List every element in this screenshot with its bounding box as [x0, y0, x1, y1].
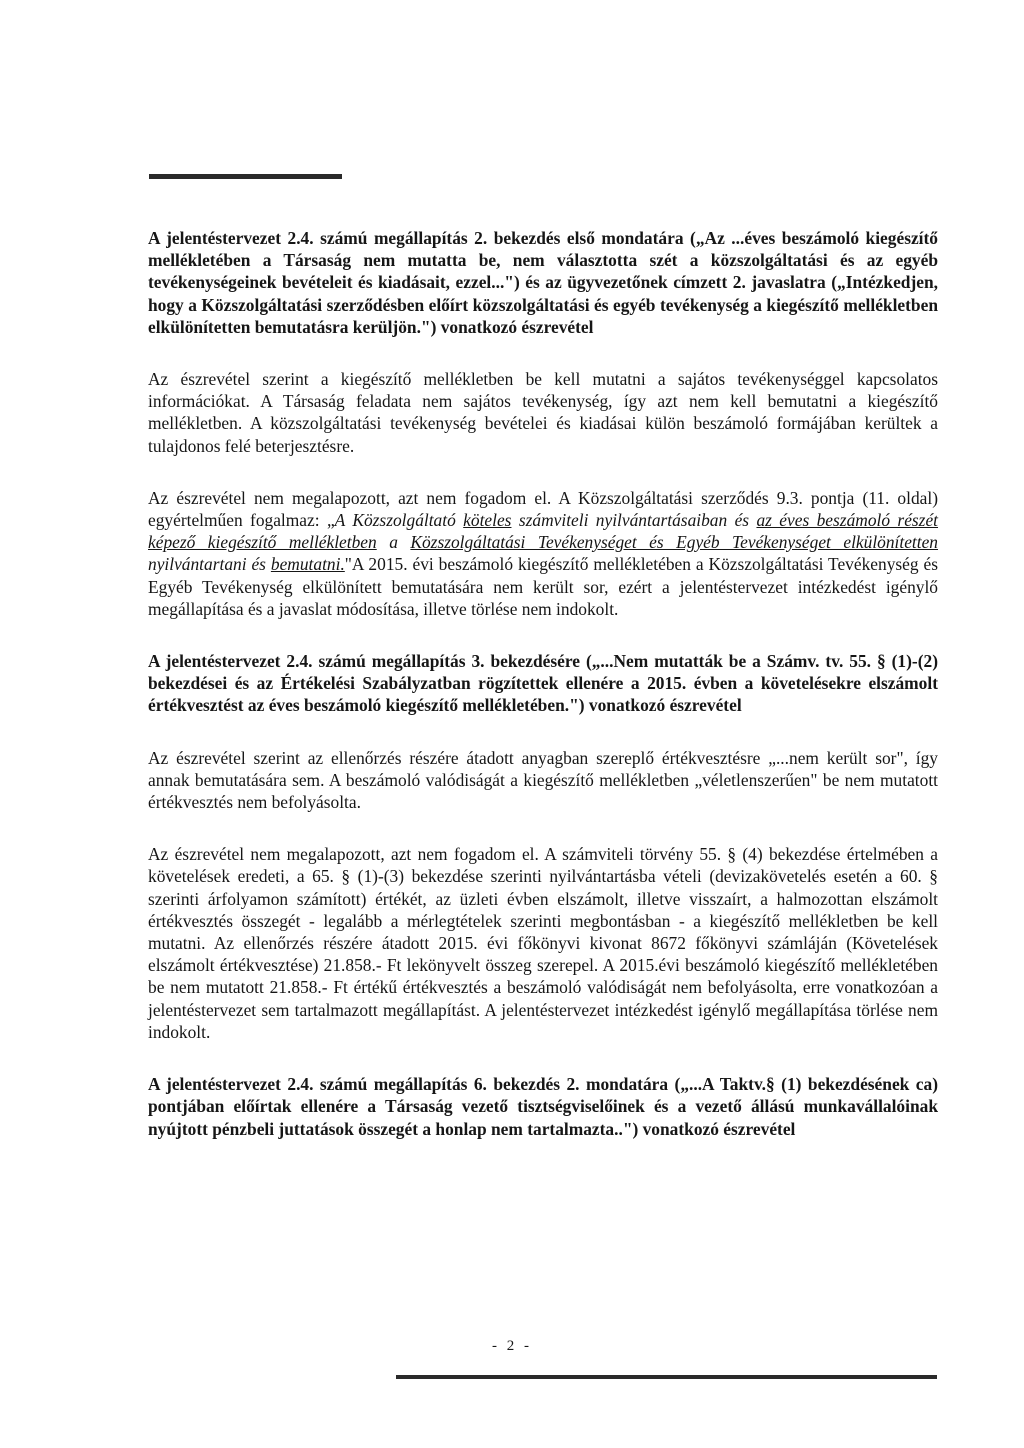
section-3-heading: A jelentéstervezet 2.4. számú megállapítás 6. bekezdés 2. mondatára („...A Taktv.§ (1) bekezdésének ca) pontjában előírtak ellenére a Társaság vezető tisztségviselőinek és a vezető állású munkavállalóinak nyújtott pénzbeli juttatások összegét a honlap nem tartalmazta..") vonatkozó észrevétel — [148, 1074, 938, 1139]
document-body — [148, 227, 938, 1170]
quote-italic: számviteli nyilvántartásaiban és — [511, 510, 757, 531]
quote-italic: nyilvántartani és — [148, 554, 271, 575]
quote-italic: A Közszolgáltató — [334, 510, 464, 531]
section-2-paragraph-2: Az észrevétel nem megalapozott, azt nem fogadom el. A számviteli törvény 55. § (4) bekezdése értelmében a követelések eredeti, a 65. § (1)-(3) bekezdése szerinti nyilvántartásba vételi (devizakövetelés esetén a 60. § szerinti árfolyamon számított) értékét, az üzleti évben elszámolt, illetve visszaírt, a halmozottan elszámolt értékvesztés összegét - legalább a mérlegtételek szerinti megbontásban - a kiegészítő mellékletben be kell mutatni. Az ellenőrzés részére átadott 2015. évi főkönyvi kivonat 8672 főkönyvi számláján (Követelések elszámolt értékvesztése) 21.858.- Ft lekönyvelt összeg szerepel. A 2015.évi beszámoló kiegészítő mellékletében be nem mutatott 21.858.- Ft értékű értékvesztés a beszámoló valódiságát nem befolyásolta, erre vonatkozóan a jelentéstervezet sem tartalmazott megállapítást. A jelentéstervezet intézkedést igénylő megállapítása törlése nem indokolt. — [148, 844, 938, 1042]
header-rule — [149, 174, 342, 179]
footer-rule — [396, 1375, 937, 1379]
text-run: Az észrevétel nem megalapozott, azt nem fogadom el. A Közszolgáltatási szerződés 9.3. pontja (11. oldal) egyértelműen fogalmaz: „ — [148, 487, 938, 531]
quote-underlined: Közszolgáltatási Tevékenységet és Egyéb Tevékenységet elkülönítetten — [410, 532, 939, 553]
section-2-paragraph-1: Az észrevétel szerint az ellenőrzés részére átadott anyagban szereplő értékvesztésre „...nem került sor", így annak bemutatására sem. A beszámoló valódiságát a kiegészítő mellékletben „véletlenszerűen" be nem mutatott értékvesztés nem befolyásolta. — [148, 747, 938, 813]
text-run: "A 2015. évi beszámoló kiegészítő mellékletében a Közszolgáltatási Tevékenység és Egyéb Tevékenység elkülönített bemutatására nem került sor, ezért a jelentéstervezet intézkedést igénylő megállapítása és a javaslat módosítása, illetve törlése nem indokolt. — [148, 554, 938, 619]
page-number: - 2 - — [492, 1338, 532, 1354]
section-1-heading: A jelentéstervezet 2.4. számú megállapítás 2. bekezdés első mondatára („Az ...éves beszámoló kiegészítő mellékletében a Társaság nem mutatta be, nem választotta szét a közszolgáltatási és az egyéb tevékenységeinek bevételeit és kiadásait, ezzel...") és az ügyvezetőnek címzett 2. javaslatra („Intézkedjen, hogy a Közszolgáltatási szerződésben előírt közszolgáltatási és egyéb tevékenység a kiegészítő mellékletben elkülönítetten bemutatásra kerüljön.") vonatkozó észrevétel — [148, 228, 938, 337]
quote-italic: a — [376, 532, 411, 553]
section-1-paragraph-2 — [148, 487, 938, 620]
quote-underlined: az éves beszámoló részét képező kiegészítő mellékletben — [148, 510, 939, 553]
quote-underlined: bemutatni. — [270, 554, 345, 575]
quote-underlined: köteles — [463, 510, 512, 531]
section-2-heading: A jelentéstervezet 2.4. számú megállapítás 3. bekezdésére („...Nem mutatták be a Számv. tv. 55. § (1)-(2) bekezdései és az Értékelési Szabályzatban rögzítettek ellenére a 2015. évben a követelésekre elszámolt értékvesztést az éves beszámoló kiegészítő mellékletében.") vonatkozó észrevétel — [148, 651, 938, 716]
section-1-paragraph-1: Az észrevétel szerint a kiegészítő mellékletben be kell mutatni a sajátos tevékenységgel kapcsolatos információkat. A Társaság feladata nem sajátos tevékenység, így azt nem kell bemutatni a kiegészítő mellékletben. A közszolgáltatási tevékenység bevételei és kiadásai külön beszámoló formájában kerültek a tulajdonos felé beterjesztésre. — [148, 369, 938, 456]
